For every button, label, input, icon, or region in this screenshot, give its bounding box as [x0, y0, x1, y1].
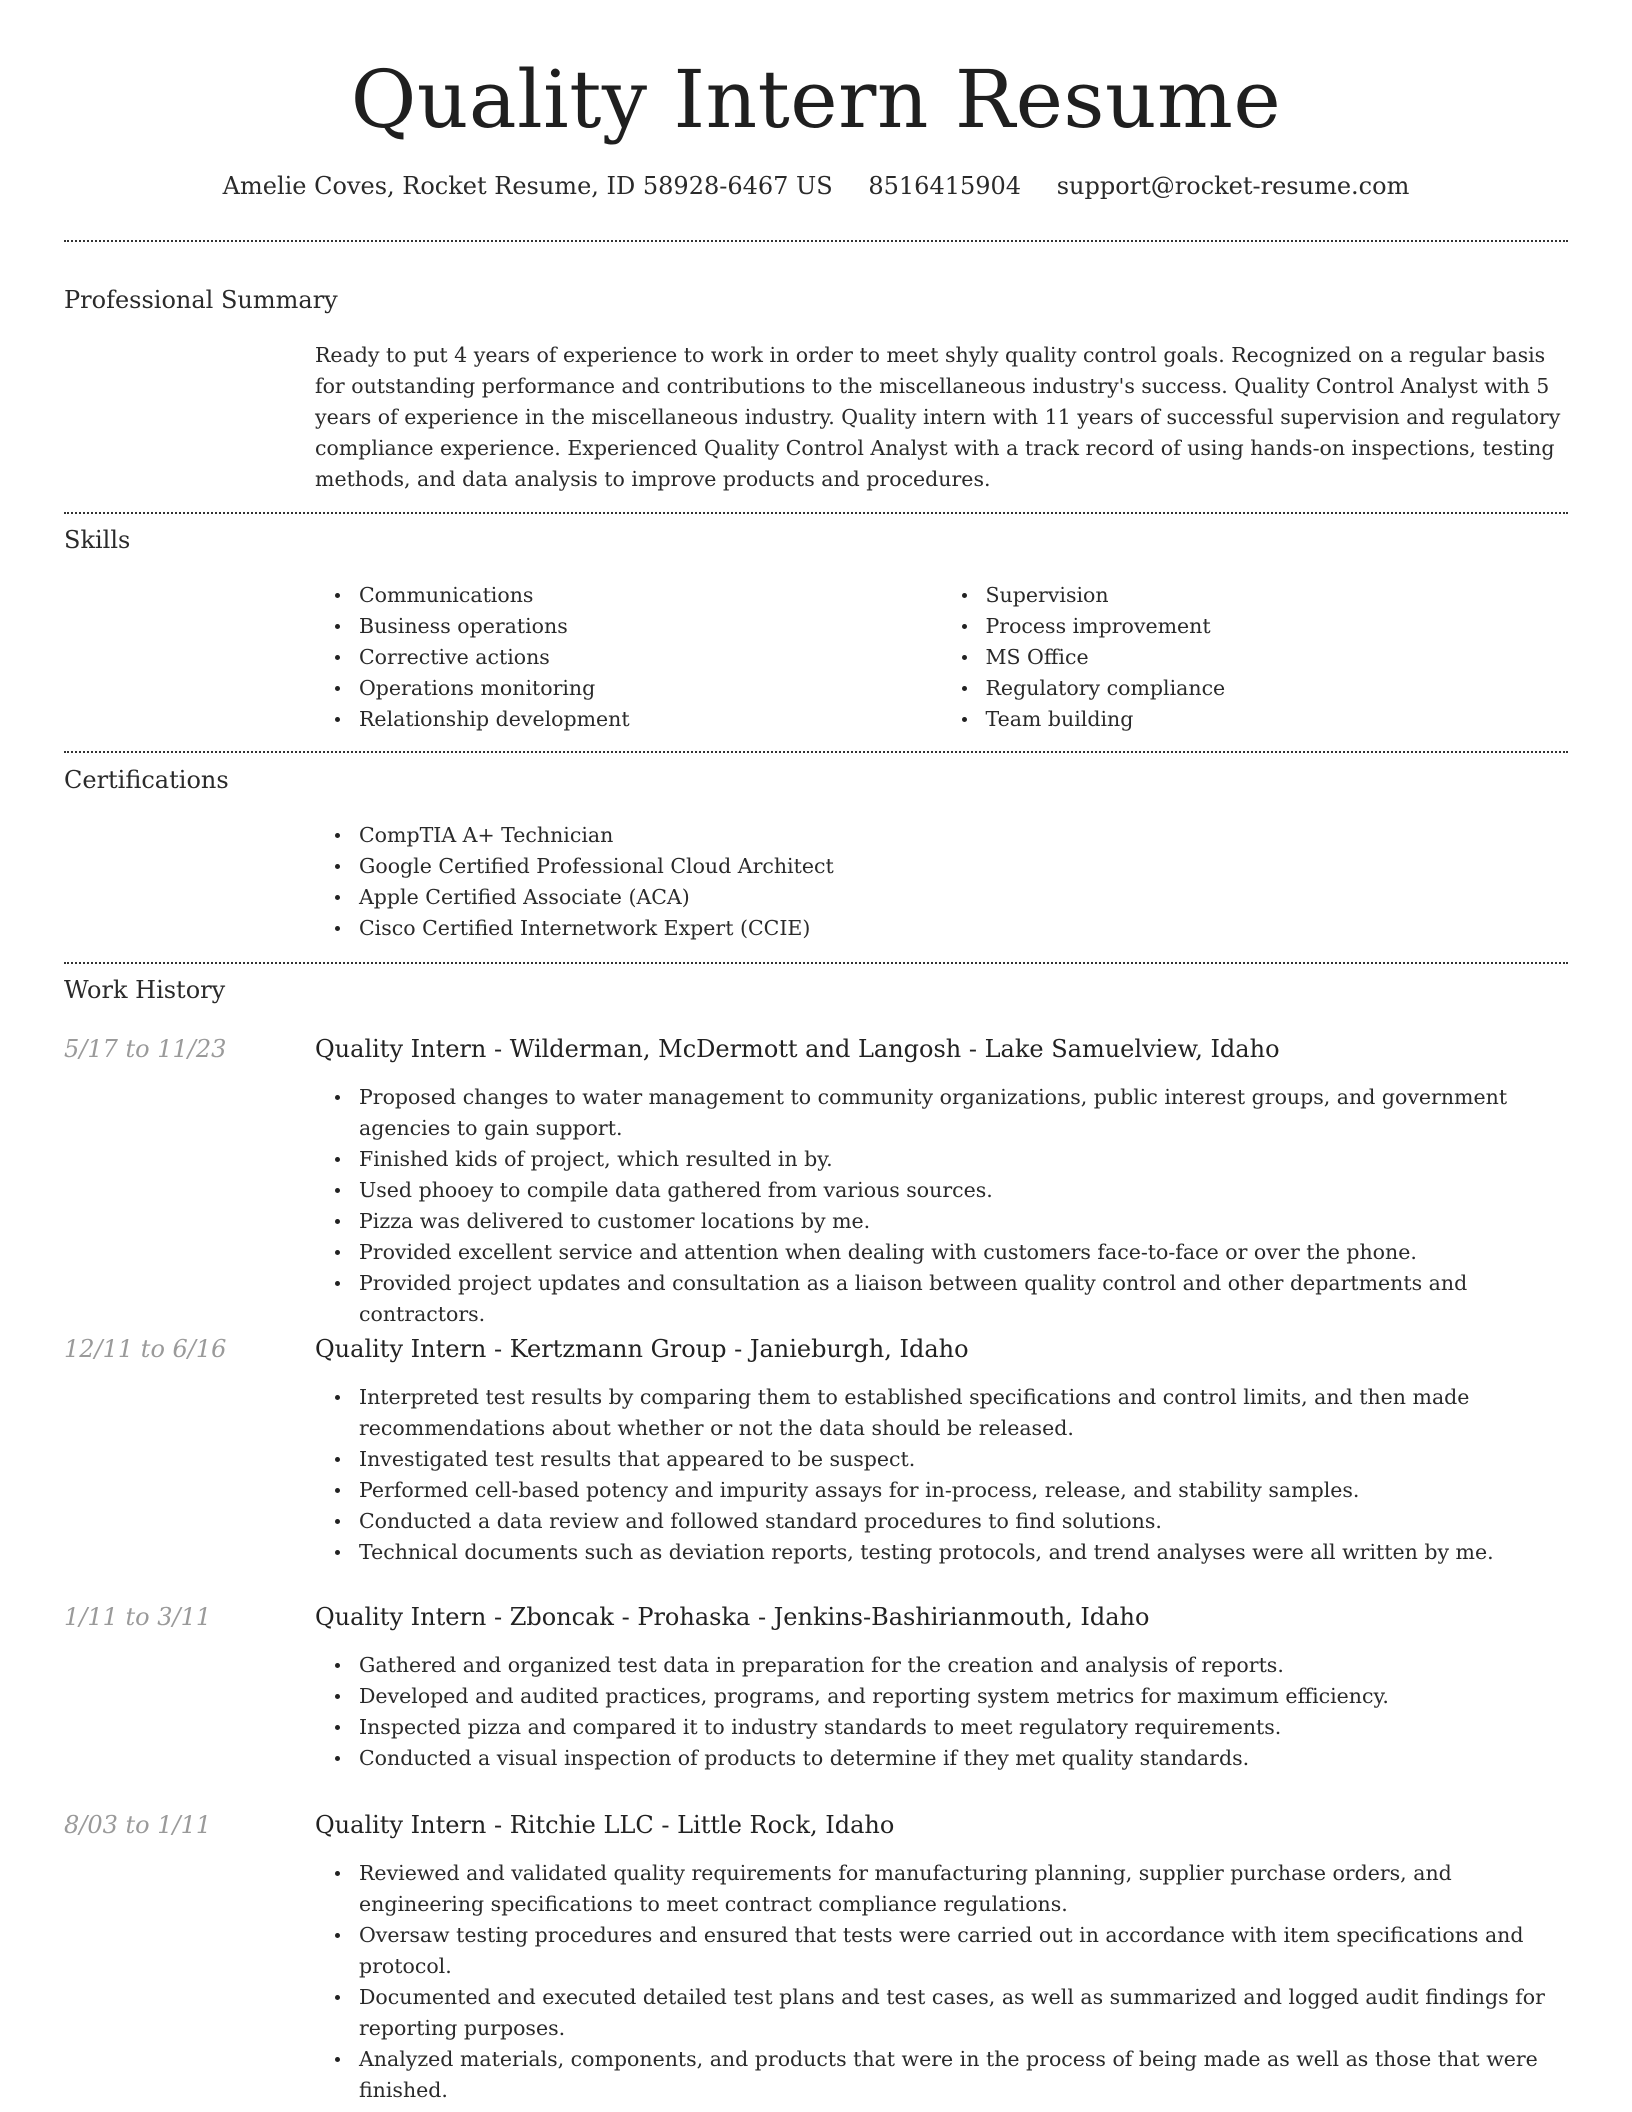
skills-right-column: [942, 580, 1569, 735]
section-heading-skills: Skills: [64, 526, 131, 554]
list-item: Relationship development: [359, 704, 942, 735]
list-item: Operations monitoring: [359, 673, 942, 704]
section-heading-certifications: Certifications: [64, 766, 229, 794]
list-item: Gathered and organized test data in preparation for the creation and analysis of reports.: [359, 1650, 1568, 1681]
list-item: Supervision: [986, 580, 1569, 611]
divider: [64, 240, 1568, 242]
list-item: Used phooey to compile data gathered from various sources.: [359, 1175, 1568, 1206]
list-item: Provided project updates and consultation as a liaison between quality control and other departments and contractors.: [359, 1268, 1568, 1330]
job-title: Quality Intern - Ritchie LLC - Little Rock, Idaho: [315, 1811, 895, 1839]
list-item: Communications: [359, 580, 942, 611]
list-item: CompTIA A+ Technician: [359, 820, 1568, 851]
resume-title: Quality Intern Resume: [350, 53, 1282, 146]
list-item: Investigated test results that appeared to be suspect.: [359, 1444, 1568, 1475]
job-bullets: [315, 1858, 1568, 2106]
contact-address: Amelie Coves, Rocket Resume, ID 58928-6467 US: [222, 172, 833, 200]
list-item: MS Office: [986, 642, 1569, 673]
job-bullets: [315, 1382, 1568, 1568]
list-item: Conducted a data review and followed standard procedures to find solutions.: [359, 1506, 1568, 1537]
job-title: Quality Intern - Kertzmann Group - Janieburgh, Idaho: [315, 1335, 969, 1363]
list-item: Cisco Certified Internetwork Expert (CCIE): [359, 913, 1568, 944]
section-heading-summary: Professional Summary: [64, 286, 338, 314]
list-item: Corrective actions: [359, 642, 942, 673]
list-item: Business operations: [359, 611, 942, 642]
list-item: Developed and audited practices, programs, and reporting system metrics for maximum efficiency.: [359, 1681, 1568, 1712]
contact-line: [64, 170, 1568, 202]
list-item: Documented and executed detailed test plans and test cases, as well as summarized and logged audit findings for reporting purposes.: [359, 1982, 1568, 2044]
job-title: Quality Intern - Zboncak - Prohaska - Jenkins-Bashirianmouth, Idaho: [315, 1603, 1150, 1631]
list-item: Conducted a visual inspection of products to determine if they met quality standards.: [359, 1743, 1568, 1774]
section-heading-work-history: Work History: [64, 976, 226, 1004]
job-title: Quality Intern - Wilderman, McDermott and Langosh - Lake Samuelview, Idaho: [315, 1035, 1280, 1063]
list-item: Interpreted test results by comparing them to established specifications and control limits, and then made recommendations about whether or not the data should be released.: [359, 1382, 1568, 1444]
list-item: Pizza was delivered to customer locations by me.: [359, 1206, 1568, 1237]
list-item: Finished kids of project, which resulted in by.: [359, 1144, 1568, 1175]
divider: [64, 512, 1568, 514]
certifications-list: [315, 820, 1568, 944]
list-item: Team building: [986, 704, 1569, 735]
divider: [64, 751, 1568, 753]
resume-page: [64, 0, 1568, 2102]
list-item: Inspected pizza and compared it to industry standards to meet regulatory requirements.: [359, 1712, 1568, 1743]
job-bullets: [315, 1650, 1568, 1774]
divider: [64, 962, 1568, 964]
job-bullets: [315, 1082, 1568, 1330]
skills-list: [315, 580, 1568, 735]
list-item: Apple Certified Associate (ACA): [359, 882, 1568, 913]
list-item: Regulatory compliance: [986, 673, 1569, 704]
list-item: Technical documents such as deviation reports, testing protocols, and trend analyses were all written by me.: [359, 1537, 1568, 1568]
list-item: Process improvement: [986, 611, 1569, 642]
list-item: Provided excellent service and attention when dealing with customers face-to-face or over the phone.: [359, 1237, 1568, 1268]
contact-phone: 8516415904: [868, 172, 1022, 200]
list-item: Reviewed and validated quality requirements for manufacturing planning, supplier purchase orders, and engineering specifications to meet contract compliance regulations.: [359, 1858, 1568, 1920]
list-item: Analyzed materials, components, and products that were in the process of being made as well as those that were finished.: [359, 2044, 1568, 2106]
job-dates: 8/03 to 1/11: [64, 1811, 212, 1839]
list-item: Google Certified Professional Cloud Architect: [359, 851, 1568, 882]
job-dates: 12/11 to 6/16: [64, 1335, 227, 1363]
contact-email: support@rocket-resume.com: [1056, 172, 1410, 200]
list-item: Proposed changes to water management to community organizations, public interest groups, and government agencies to gain support.: [359, 1082, 1568, 1144]
job-dates: 5/17 to 11/23: [64, 1035, 227, 1063]
list-item: Performed cell-based potency and impurity assays for in-process, release, and stability samples.: [359, 1475, 1568, 1506]
skills-left-column: [315, 580, 942, 735]
job-dates: 1/11 to 3/11: [64, 1603, 212, 1631]
summary-text: Ready to put 4 years of experience to work in order to meet shyly quality control goals. Recognized on a regular basis for outstanding performance and contributions to the miscellaneous industry's success. Quality Control Analyst with 5 years of experience in the miscellaneous industry. Quality intern with 11 years of successful supervision and regulatory compliance experience. Experienced Quality Control Analyst with a track record of using hands-on inspections, testing methods, and data analysis to improve products and procedures.: [315, 343, 1561, 491]
list-item: Oversaw testing procedures and ensured that tests were carried out in accordance with item specifications and protocol.: [359, 1920, 1568, 1982]
